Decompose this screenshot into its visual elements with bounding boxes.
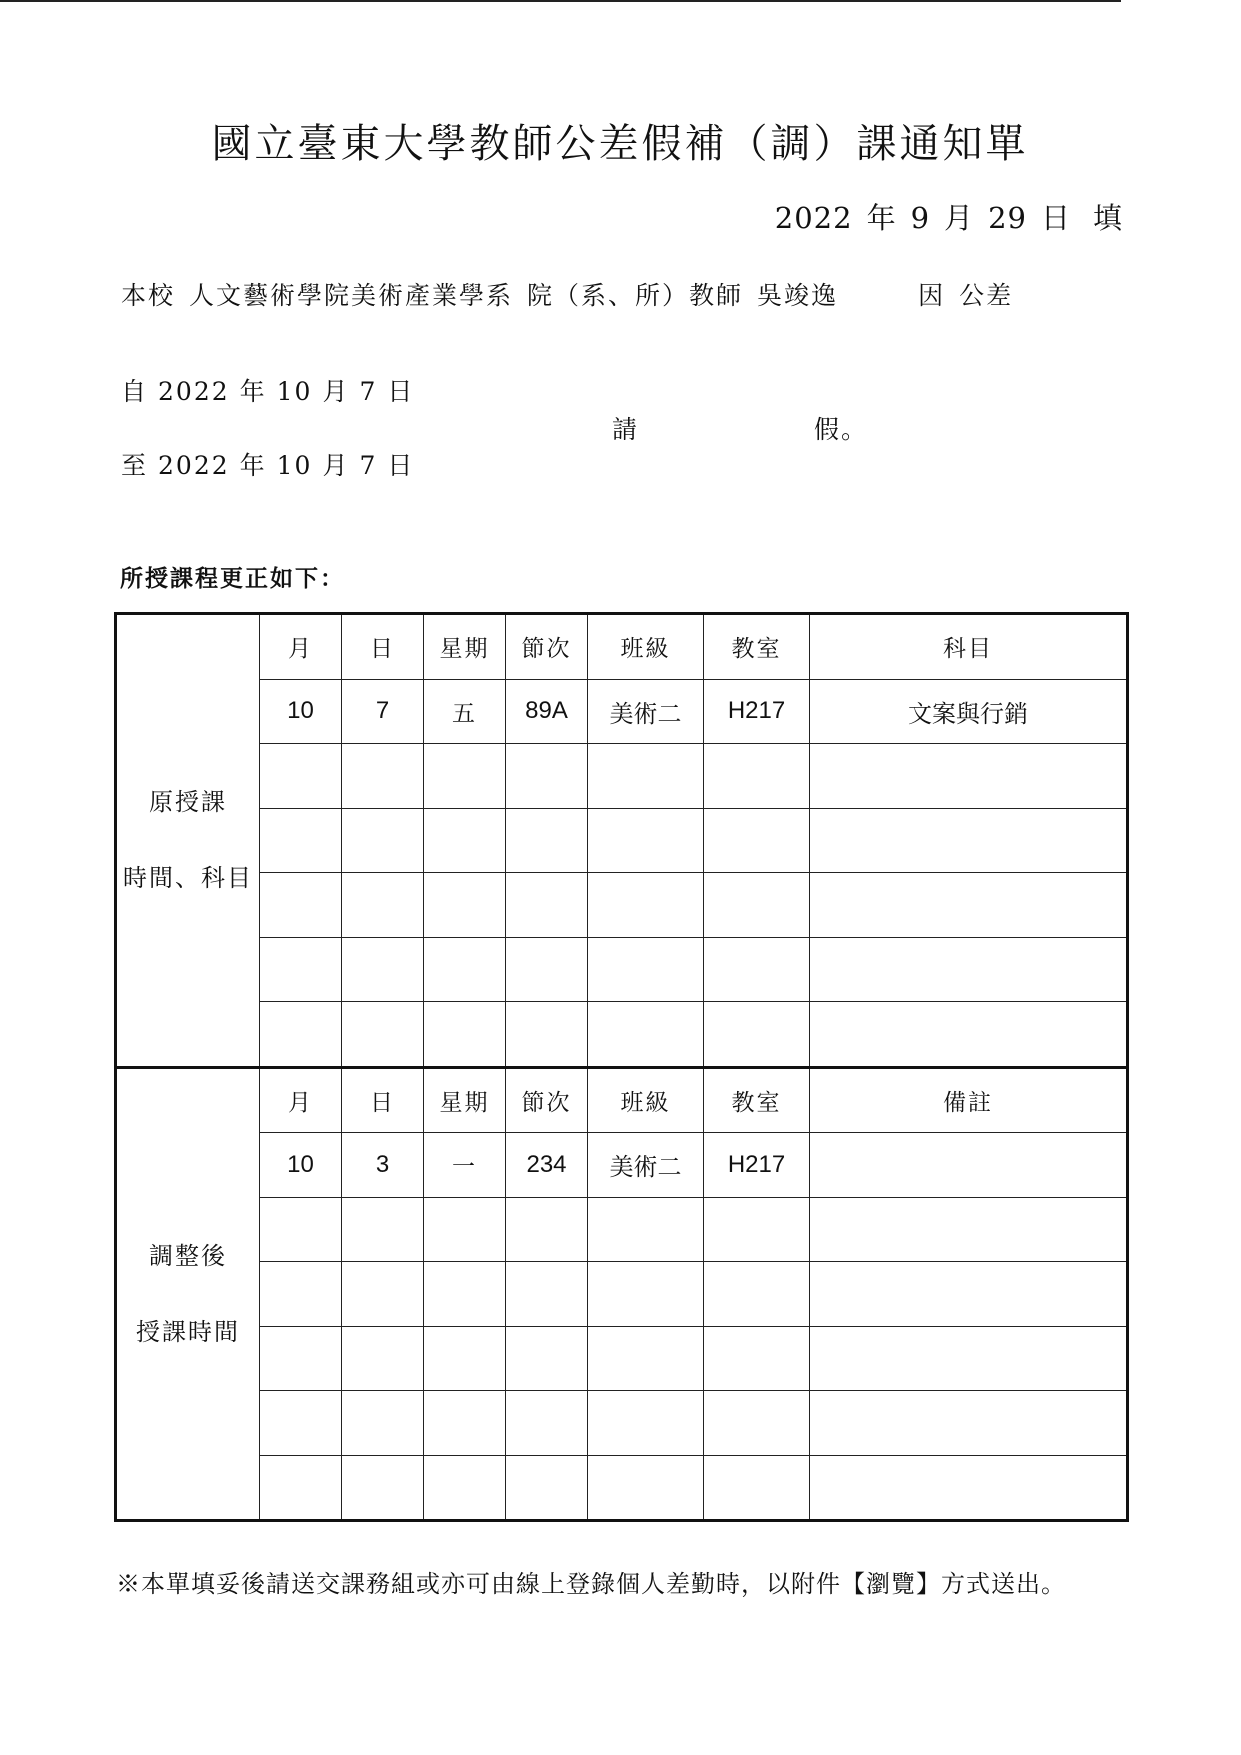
original-section-label (116, 614, 260, 1068)
table-row-empty (116, 1391, 1128, 1456)
original-month: 10 (260, 679, 342, 744)
original-header-subject: 科目 (810, 614, 1128, 680)
scan-top-border (0, 0, 1121, 2)
table-row (116, 679, 1128, 744)
table-row-empty (116, 1197, 1128, 1262)
adjusted-label-line1: 調整後 (149, 1241, 227, 1270)
adjusted-day: 3 (342, 1133, 424, 1198)
table-row-empty (116, 1002, 1128, 1068)
to-year: 2022 (158, 451, 230, 480)
request-word-2: 假。 (814, 415, 869, 444)
from-label: 自 (121, 377, 149, 406)
reason-label: 因 (918, 281, 946, 310)
to-day: 7 (359, 451, 378, 480)
adjusted-month: 10 (260, 1133, 342, 1198)
from-year-unit: 年 (239, 377, 267, 406)
to-month: 10 (276, 451, 313, 480)
adjusted-weekday: 一 (424, 1133, 506, 1198)
original-class: 美術二 (588, 679, 704, 744)
original-room: H217 (704, 679, 810, 744)
adjusted-header-weekday: 星期 (424, 1067, 506, 1133)
request-word-1: 請 (612, 415, 640, 444)
table-row-empty (116, 937, 1128, 1002)
fill-month: 9 (910, 201, 931, 235)
from-day: 7 (359, 377, 378, 406)
table-row-empty (116, 1455, 1128, 1521)
fill-suffix: 填 (1092, 201, 1123, 235)
to-label: 至 (121, 451, 149, 480)
adjusted-class: 美術二 (588, 1133, 704, 1198)
table-row (116, 1133, 1128, 1198)
original-label-line2: 時間、科目 (123, 864, 253, 893)
adjusted-header-period: 節次 (506, 1067, 588, 1133)
adjusted-section-label (116, 1067, 260, 1521)
table-row-empty (116, 744, 1128, 809)
adjusted-remarks (810, 1133, 1128, 1198)
adjusted-header-month: 月 (260, 1067, 342, 1133)
adjusted-header-class: 班級 (588, 1067, 704, 1133)
from-day-unit: 日 (387, 377, 415, 406)
teacher-name: 吳竣逸 (757, 281, 839, 310)
schedule-table (114, 612, 1129, 1522)
original-header-period: 節次 (506, 614, 588, 680)
fill-year: 2022 (774, 201, 853, 235)
form-title: 國立臺東大學教師公差假補（調）課通知單 (211, 121, 1029, 167)
from-month: 10 (276, 377, 313, 406)
from-year: 2022 (158, 377, 230, 406)
original-header-room: 教室 (704, 614, 810, 680)
to-month-unit: 月 (322, 451, 350, 480)
adjusted-header-day: 日 (342, 1067, 424, 1133)
adjusted-header-remarks: 備註 (810, 1067, 1128, 1133)
fill-month-unit: 月 (944, 201, 975, 235)
table-row-empty (116, 1326, 1128, 1391)
department-name: 人文藝術學院美術產業學系 (189, 281, 514, 310)
original-period: 89A (506, 679, 588, 744)
original-weekday: 五 (424, 679, 506, 744)
fill-year-unit: 年 (866, 201, 897, 235)
adjusted-room: H217 (704, 1133, 810, 1198)
adjusted-header-room: 教室 (704, 1067, 810, 1133)
fill-day-unit: 日 (1040, 201, 1071, 235)
unit-label: 院（系、所）教師 (527, 281, 744, 310)
to-year-unit: 年 (239, 451, 267, 480)
to-day-unit: 日 (387, 451, 415, 480)
original-label-line1: 原授課 (149, 788, 227, 817)
intro-prefix: 本校 (121, 281, 176, 310)
original-header-day: 日 (342, 614, 424, 680)
table-row-empty (116, 873, 1128, 938)
fill-day: 29 (988, 201, 1027, 235)
table-row-empty (116, 1262, 1128, 1327)
reason-value: 公差 (959, 281, 1014, 310)
fill-date (775, 196, 1123, 237)
original-header-weekday: 星期 (424, 614, 506, 680)
original-subject: 文案與行銷 (810, 679, 1128, 744)
original-day: 7 (342, 679, 424, 744)
section-heading: 所授課程更正如下： (120, 565, 345, 592)
intro-line (121, 276, 1027, 312)
original-header-class: 班級 (588, 614, 704, 680)
from-month-unit: 月 (322, 377, 350, 406)
original-header-month: 月 (260, 614, 342, 680)
adjusted-label-line2: 授課時間 (136, 1317, 240, 1346)
table-row-empty (116, 808, 1128, 873)
adjusted-period: 234 (506, 1133, 588, 1198)
footnote: ※本單填妥後請送交課務組或亦可由線上登錄個人差勤時，以附件【瀏覽】方式送出。 (116, 1570, 1066, 1598)
period-to (121, 446, 424, 482)
period-from (121, 372, 424, 408)
